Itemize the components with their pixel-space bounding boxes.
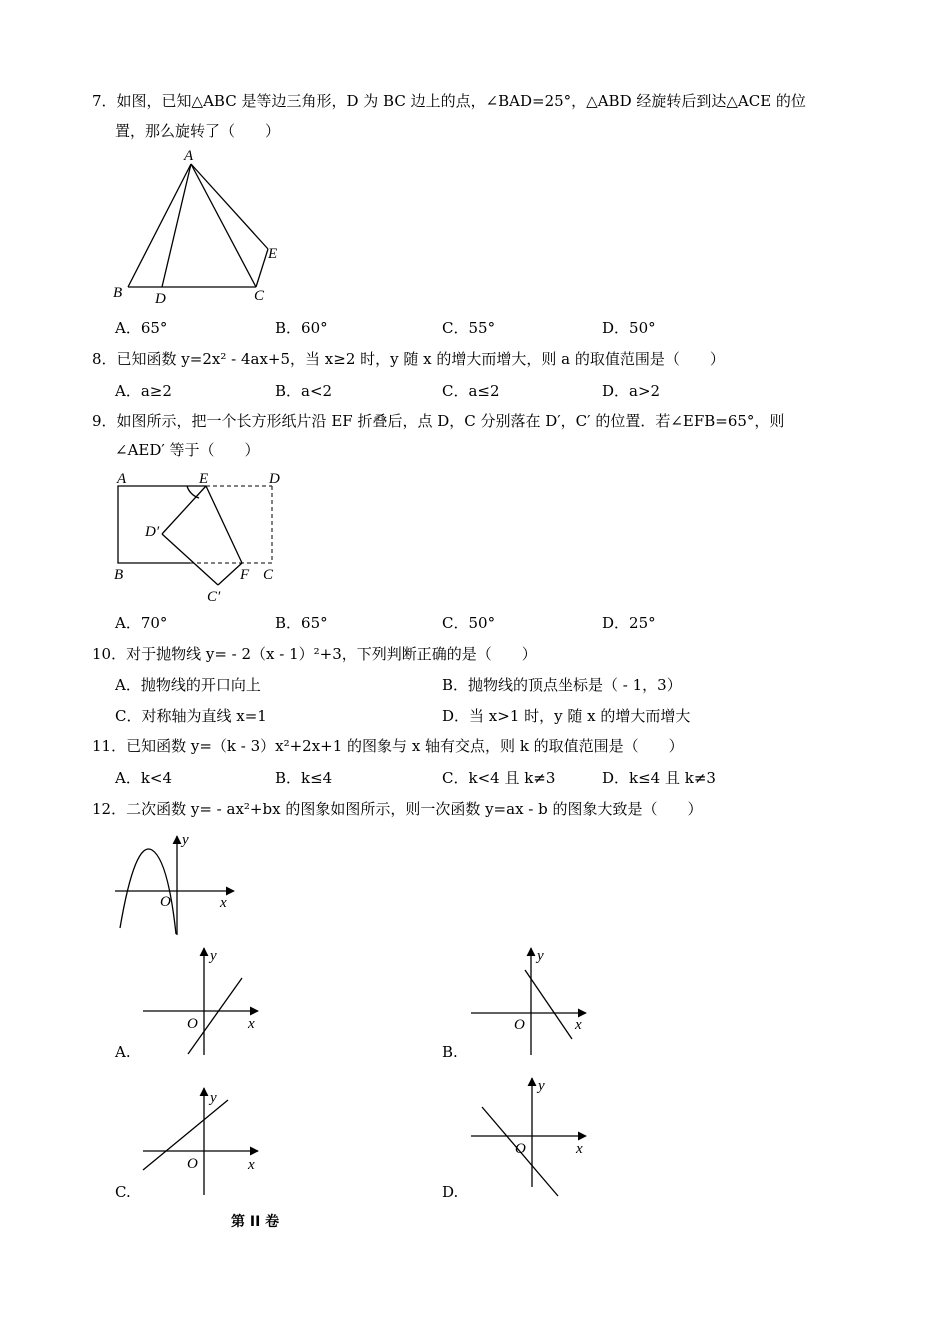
q9-label-cprime: C′ — [207, 589, 221, 605]
q12-graph-b — [468, 945, 598, 1060]
q7-option-c: C．55° — [442, 319, 496, 337]
q7-option-a: A．65° — [115, 319, 168, 337]
q7-stem-line2: 置，那么旋转了（ ） — [115, 122, 281, 140]
q11-option-c: C．k<4 且 k≠3 — [442, 769, 556, 787]
q12-a-o-label: O — [187, 1016, 198, 1032]
q12-graph-a — [140, 945, 270, 1060]
q10-option-b: B．抛物线的顶点坐标是（ - 1，3） — [442, 676, 682, 694]
q10-option-c: C．对称轴为直线 x=1 — [115, 707, 267, 725]
q12-c-y-label: y — [210, 1090, 217, 1106]
q12-graph-c — [140, 1085, 270, 1200]
q12-main-o-label: O — [160, 894, 171, 910]
q12-stem: 12．二次函数 y= - ax²+bx 的图象如图所示，则一次函数 y=ax - b 的图象大致是（ ） — [92, 800, 703, 818]
q9-label-e: E — [199, 471, 209, 487]
q7-triangle-figure — [110, 145, 300, 310]
q9-label-b: B — [114, 567, 124, 583]
q9-label-c: C — [263, 567, 274, 583]
q12-a-x-label: x — [248, 1016, 255, 1032]
q9-fold-figure — [110, 465, 300, 610]
q12-option-a: A. — [115, 1043, 131, 1061]
q12-option-c: C. — [115, 1183, 131, 1201]
q12-option-d: D. — [442, 1183, 459, 1201]
q10-option-d: D．当 x>1 时，y 随 x 的增大而增大 — [442, 707, 691, 725]
q12-option-b: B. — [442, 1043, 458, 1061]
q11-option-b: B．k≤4 — [275, 769, 333, 787]
q8-option-d: D．a>2 — [602, 382, 661, 400]
q12-graph-d — [468, 1075, 598, 1200]
q12-main-x-label: x — [220, 895, 227, 911]
q9-option-b: B．65° — [275, 614, 328, 632]
q7-label-b: B — [113, 285, 123, 301]
q12-b-o-label: O — [514, 1017, 525, 1033]
q12-d-o-label: O — [515, 1141, 526, 1157]
q7-stem-line1: 7．如图，已知△ABC 是等边三角形，D 为 BC 边上的点，∠BAD=25°，△ABD 经旋转后到达△ACE 的位 — [92, 92, 806, 110]
q12-a-y-label: y — [210, 948, 217, 964]
q11-option-a: A．k<4 — [115, 769, 173, 787]
q7-label-a: A — [184, 148, 194, 164]
q9-option-a: A．70° — [115, 614, 168, 632]
q9-option-c: C．50° — [442, 614, 496, 632]
q7-option-b: B．60° — [275, 319, 328, 337]
q7-label-d: D — [155, 291, 166, 307]
q7-label-c: C — [254, 288, 265, 304]
q12-main-y-label: y — [182, 832, 189, 848]
q9-label-d: D — [269, 471, 280, 487]
q9-stem-line1: 9．如图所示，把一个长方形纸片沿 EF 折叠后，点 D，C 分别落在 D′，C′ 的位置．若∠EFB=65°，则 — [92, 412, 785, 430]
q8-option-b: B．a<2 — [275, 382, 333, 400]
q9-option-d: D．25° — [602, 614, 656, 632]
q12-c-x-label: x — [248, 1157, 255, 1173]
q12-d-x-label: x — [576, 1141, 583, 1157]
q7-label-e: E — [268, 246, 278, 262]
q8-stem: 8．已知函数 y=2x² - 4ax+5，当 x≥2 时，y 随 x 的增大而增大，则 a 的取值范围是（ ） — [92, 350, 725, 368]
q12-d-y-label: y — [538, 1078, 545, 1094]
q8-option-c: C．a≤2 — [442, 382, 500, 400]
q11-stem: 11．已知函数 y=（k - 3）x²+2x+1 的图象与 x 轴有交点，则 k 的取值范围是（ ） — [92, 737, 684, 755]
section-heading: 第 II 卷 — [231, 1214, 280, 1230]
q9-stem-line2: ∠AED′ 等于（ ） — [115, 441, 260, 459]
q9-label-dprime: D′ — [145, 524, 160, 540]
q12-b-y-label: y — [537, 948, 544, 964]
q8-option-a: A．a≥2 — [115, 382, 172, 400]
q11-option-d: D．k≤4 且 k≠3 — [602, 769, 716, 787]
q10-stem: 10．对于抛物线 y= - 2（x - 1）²+3，下列判断正确的是（ ） — [92, 645, 537, 663]
q10-option-a: A．抛物线的开口向上 — [115, 676, 261, 694]
q7-option-d: D．50° — [602, 319, 656, 337]
q12-parabola-figure — [110, 830, 250, 940]
q9-label-f: F — [240, 567, 250, 583]
q9-label-a: A — [117, 471, 127, 487]
q12-c-o-label: O — [187, 1156, 198, 1172]
q12-b-x-label: x — [575, 1017, 582, 1033]
